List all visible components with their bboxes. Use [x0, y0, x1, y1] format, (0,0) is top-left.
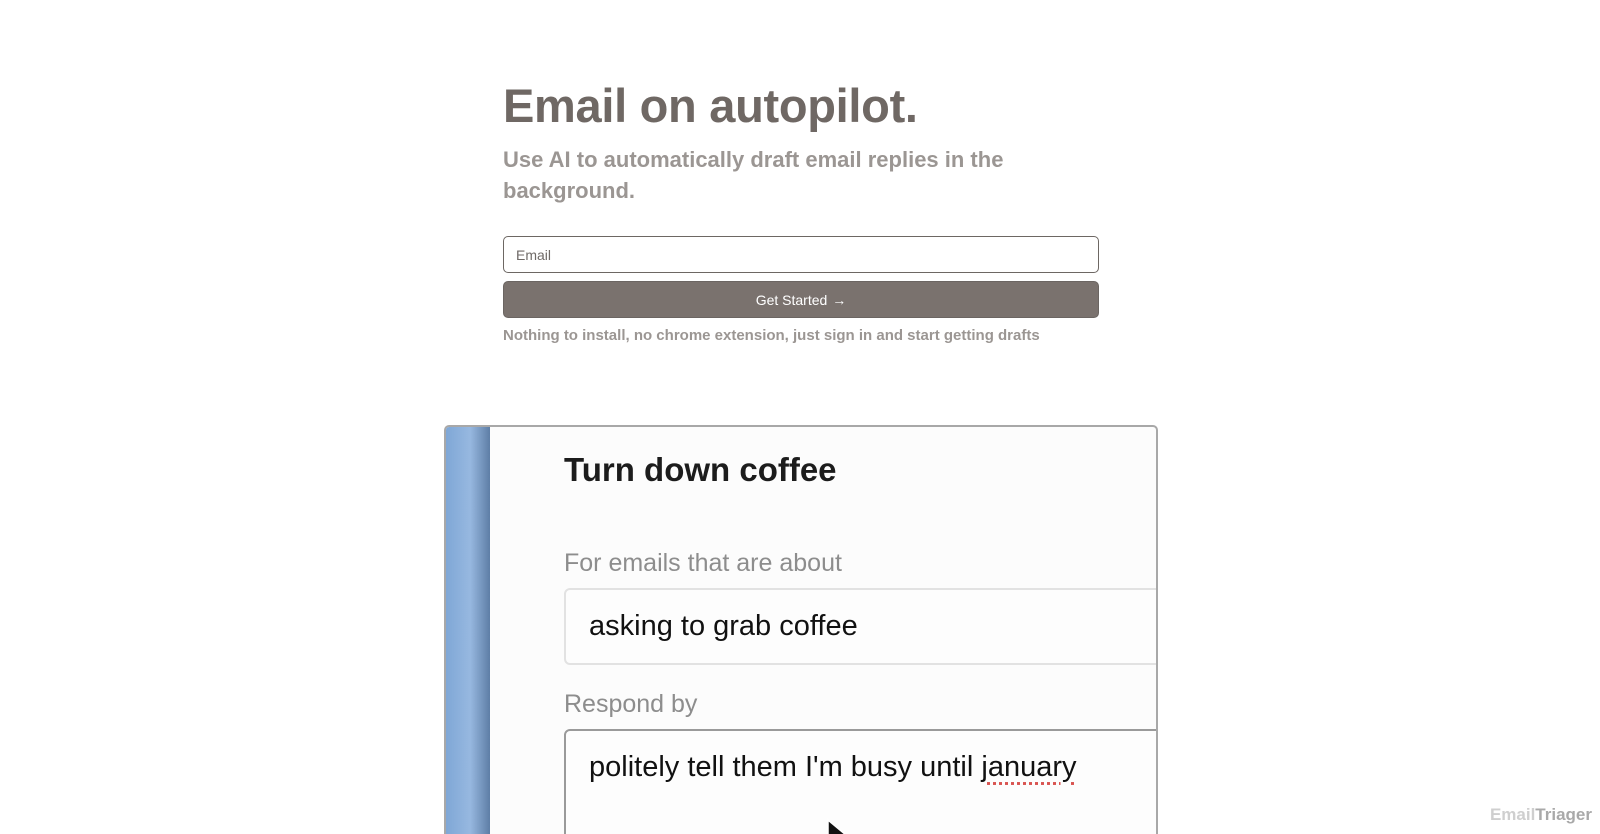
- demo-about-field: asking to grab coffee: [564, 588, 1158, 665]
- demo-respond-text: politely tell them I'm busy until: [589, 751, 982, 783]
- brand-logo[interactable]: [1490, 805, 1592, 825]
- hero-title: Email on autopilot.: [503, 79, 918, 132]
- demo-sidebar: [446, 427, 490, 834]
- brand-logo-part1: Email: [1489, 805, 1536, 824]
- signup-hint: Nothing to install, no chrome extension, just sign in and start getting drafts: [503, 327, 1040, 344]
- hero: [503, 78, 1103, 206]
- demo-about-label: For emails that are about: [564, 549, 842, 577]
- demo-preview: [444, 425, 1158, 834]
- demo-respond-label: Respond by: [564, 690, 698, 718]
- hero-subtitle: Use AI to automatically draft email replies in the background.: [503, 147, 1004, 203]
- email-input[interactable]: [503, 236, 1099, 273]
- mouse-cursor-icon: [826, 818, 850, 834]
- get-started-button[interactable]: [503, 281, 1099, 318]
- demo-respond-misspelled: january: [981, 751, 1077, 783]
- brand-logo-part2: Triager: [1535, 805, 1592, 824]
- get-started-label: Get Started: [755, 291, 828, 308]
- demo-rule-title: Turn down coffee: [564, 451, 837, 488]
- arrow-right-icon: →: [832, 291, 847, 308]
- demo-respond-field: [564, 729, 1158, 834]
